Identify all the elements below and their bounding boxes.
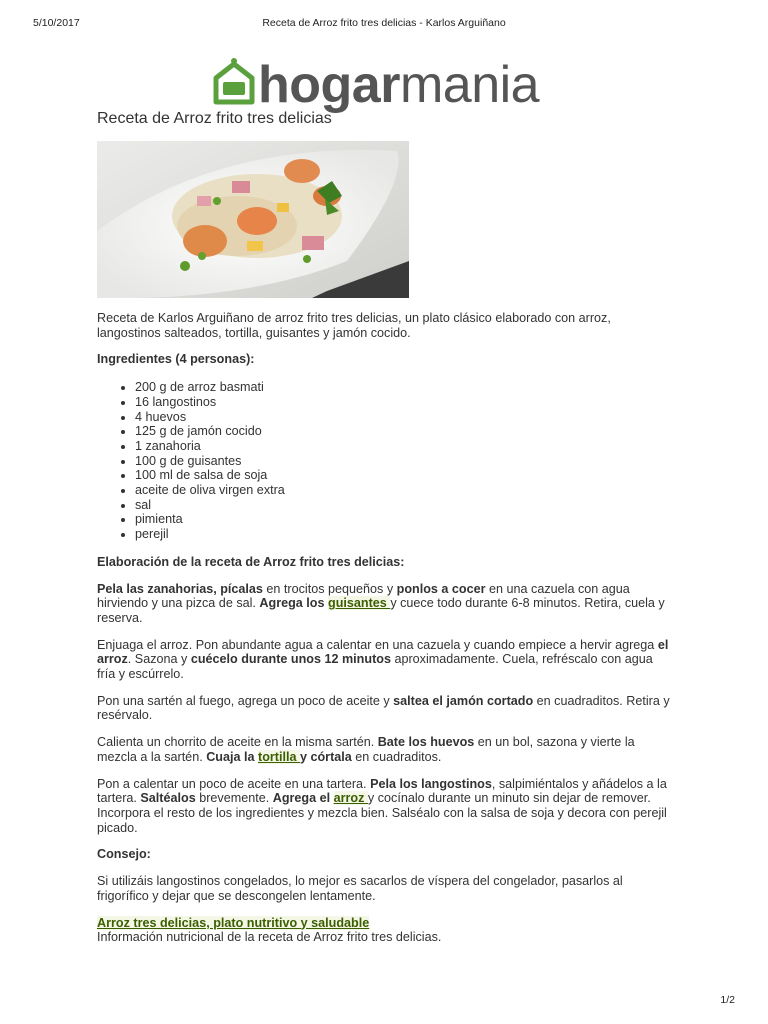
ingredient-item: • 1 zanahoria (135, 439, 672, 454)
house-tv-icon (212, 58, 256, 110)
step-paragraph-2 (97, 638, 672, 682)
print-header (0, 17, 768, 31)
logo-wordmark (258, 55, 539, 115)
ingredient-item: • sal (135, 498, 672, 513)
tortilla-link[interactable]: tortilla (258, 749, 300, 764)
arroz-link[interactable]: arroz (333, 791, 368, 806)
site-logo[interactable] (212, 55, 572, 115)
ingredient-item: • pimienta (135, 512, 672, 527)
step-text: Pon una sartén al fuego, agrega un poco de aceite y (97, 693, 394, 708)
step-text: Calienta un chorrito de aceite en la misma sartén. (97, 735, 378, 750)
step-text: aproximadamente. Cuela, refréscalo con agua fría y escúrrelo. (97, 652, 653, 682)
step-text: y cuece todo durante 6-8 minutos. Retira, cuela y reserva. (97, 596, 665, 625)
step-text: brevemente. (195, 791, 273, 806)
step-paragraph-3 (97, 694, 672, 723)
step-bold: Cuaja la (206, 749, 258, 764)
step-bold: Pela las zanahorias, pícalas (97, 581, 263, 596)
elaboration-heading: Elaboración de la receta de Arroz frito tres delicias: (97, 554, 405, 569)
ingredient-item: • aceite de oliva virgen extra (135, 483, 672, 498)
step-text: . Sazona y (127, 652, 191, 667)
ingredient-item: • 100 ml de salsa de soja (135, 468, 672, 483)
step-text: Pon a calentar un poco de aceite en una tartera. (97, 776, 371, 791)
ingredient-item: • 100 g de guisantes (135, 454, 672, 469)
step-text: y cocínalo durante un minuto sin dejar de remover. Incorpora el resto de los ingredientes y mezcla bien. Salséalo con la salsa de soja y decora con perejil picado. (97, 791, 667, 835)
logo-word-mania: mania (399, 56, 540, 114)
nutrition-section (97, 916, 672, 931)
article (97, 108, 672, 945)
ingredients-heading: Ingredientes (4 personas): (97, 352, 255, 367)
step-bold: y córtala (299, 749, 352, 764)
step-paragraph-1 (97, 582, 672, 626)
step-text: en trocitos pequeños y (262, 581, 397, 596)
step-text: , salpimiéntalos y añádelos a la tartera. (97, 776, 667, 806)
ingredient-item: • 16 langostinos (135, 395, 672, 410)
tip-heading: Consejo: (97, 847, 151, 862)
step-bold: ponlos a cocer (396, 581, 486, 596)
ingredients-list (97, 380, 672, 542)
nutrition-text: Información nutricional de la receta de Arroz frito tres delicias. (97, 930, 442, 945)
step-bold: Agrega el (272, 791, 334, 806)
step-text: Enjuaga el arroz. Pon abundante agua a calentar en una cazuela y cuando empiece a hervir agrega (97, 637, 658, 652)
logo-word-hogar: hogar (258, 56, 400, 114)
ingredient-item: • 125 g de jamón cocido (135, 424, 672, 439)
step-bold: Agrega los (259, 596, 329, 611)
recipe-intro: Receta de Karlos Arguiñano de arroz frito tres delicias, un plato clásico elaborado con arroz, langostinos salteados, tortilla, guisantes y jamón cocido. (97, 311, 611, 340)
guisantes-link[interactable]: guisantes (328, 596, 391, 611)
recipe-photo (97, 141, 409, 298)
step-text: en un bol, sazona y vierte la mezcla a la sartén. (97, 735, 635, 764)
tip-text: Si utilizáis langostinos congelados, lo mejor es sacarlos de víspera del congelador, pasarlos al frigorífico y dejar que se descongelen lentamente. (97, 874, 623, 903)
step-bold: el arroz (97, 637, 669, 667)
ingredient-item: • 4 huevos (135, 410, 672, 425)
nutrition-link[interactable]: Arroz tres delicias, plato nutritivo y saludable (97, 915, 370, 930)
step-bold: Bate los huevos (377, 735, 475, 750)
step-paragraph-5 (97, 777, 672, 836)
step-bold: cuécelo durante unos 12 minutos (190, 652, 391, 667)
print-date: 5/10/2017 (33, 17, 80, 29)
step-text: en cuadraditos. Retira y resérvalo. (97, 693, 670, 723)
print-page-title: Receta de Arroz frito tres delicias - Karlos Arguiñano (262, 17, 506, 29)
ingredient-item: • 200 g de arroz basmati (135, 380, 672, 395)
page-number: 1/2 (720, 994, 735, 1006)
step-text: en una cazuela con agua hirviendo y una pizca de sal. (97, 581, 630, 611)
step-bold: Saltéalos (140, 791, 196, 806)
step-text: en cuadraditos. (351, 749, 442, 764)
ingredient-item: • perejil (135, 527, 672, 542)
step-bold: Pela los langostinos (370, 776, 492, 791)
recipe-title: Receta de Arroz frito tres delicias (97, 110, 332, 127)
step-bold: saltea el jamón cortado (393, 693, 534, 708)
step-paragraph-4 (97, 735, 672, 764)
